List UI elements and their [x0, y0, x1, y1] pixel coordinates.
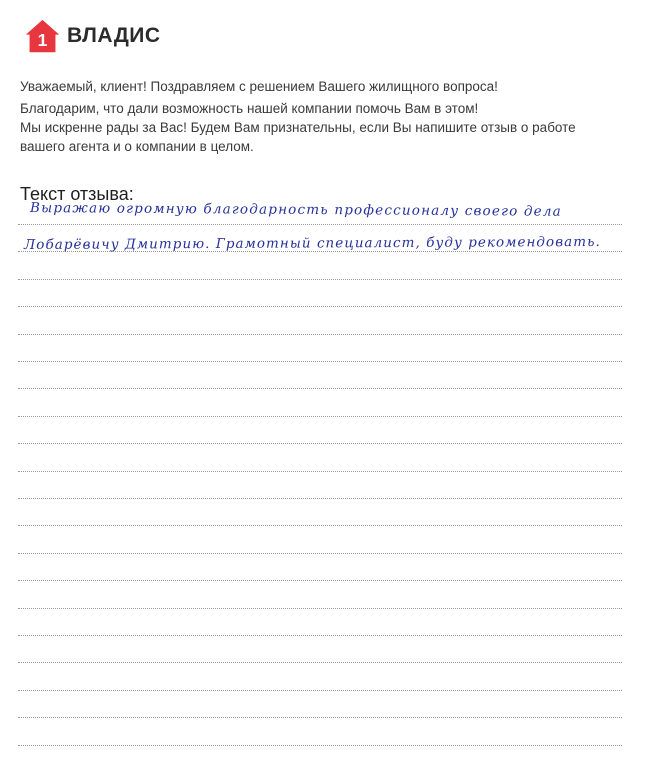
ruled-line: [18, 745, 622, 746]
ruled-line: [18, 471, 622, 472]
ruled-line: [18, 279, 622, 280]
greeting-line: Уважаемый, клиент! Поздравляем с решением Вашего жилищного вопроса!: [20, 79, 498, 94]
ruled-line: [18, 306, 622, 307]
brand-name: ВЛАДИС: [67, 24, 161, 47]
ruled-line: [18, 388, 622, 389]
request-line-continued: вашего агента и о компании в целом.: [20, 139, 254, 154]
svg-text:1: 1: [37, 29, 48, 50]
ruled-line: [18, 416, 622, 417]
ruled-line: [18, 553, 622, 554]
ruled-review-area: [18, 224, 622, 764]
brand-logo: [24, 16, 161, 56]
ruled-line: [18, 717, 622, 718]
ruled-line: [18, 662, 622, 663]
request-line: Мы искренне рады за Вас! Будем Вам признательны, если Вы напишите отзыв о работе: [20, 120, 576, 135]
thanks-line: Благодарим, что дали возможность нашей компании помочь Вам в этом!: [20, 101, 479, 116]
intro-text: [20, 77, 620, 156]
ruled-line: [18, 498, 622, 499]
ruled-line: [18, 361, 622, 362]
review-title: Текст отзыва:: [20, 184, 134, 204]
ruled-line: [18, 334, 622, 335]
ruled-line: [18, 580, 622, 581]
ruled-line: [18, 443, 622, 444]
ruled-line: [18, 224, 622, 225]
ruled-line: [18, 690, 622, 691]
ruled-line: [18, 635, 622, 636]
house-logo-icon: [24, 18, 61, 55]
handwritten-review-line: Выражаю огромную благодарность профессионалу своего дела: [30, 200, 562, 220]
ruled-line: [18, 608, 622, 609]
handwritten-review-line: Лобарёвичу Дмитрию. Грамотный специалист, буду рекомендовать.: [23, 233, 601, 253]
ruled-line: [18, 525, 622, 526]
